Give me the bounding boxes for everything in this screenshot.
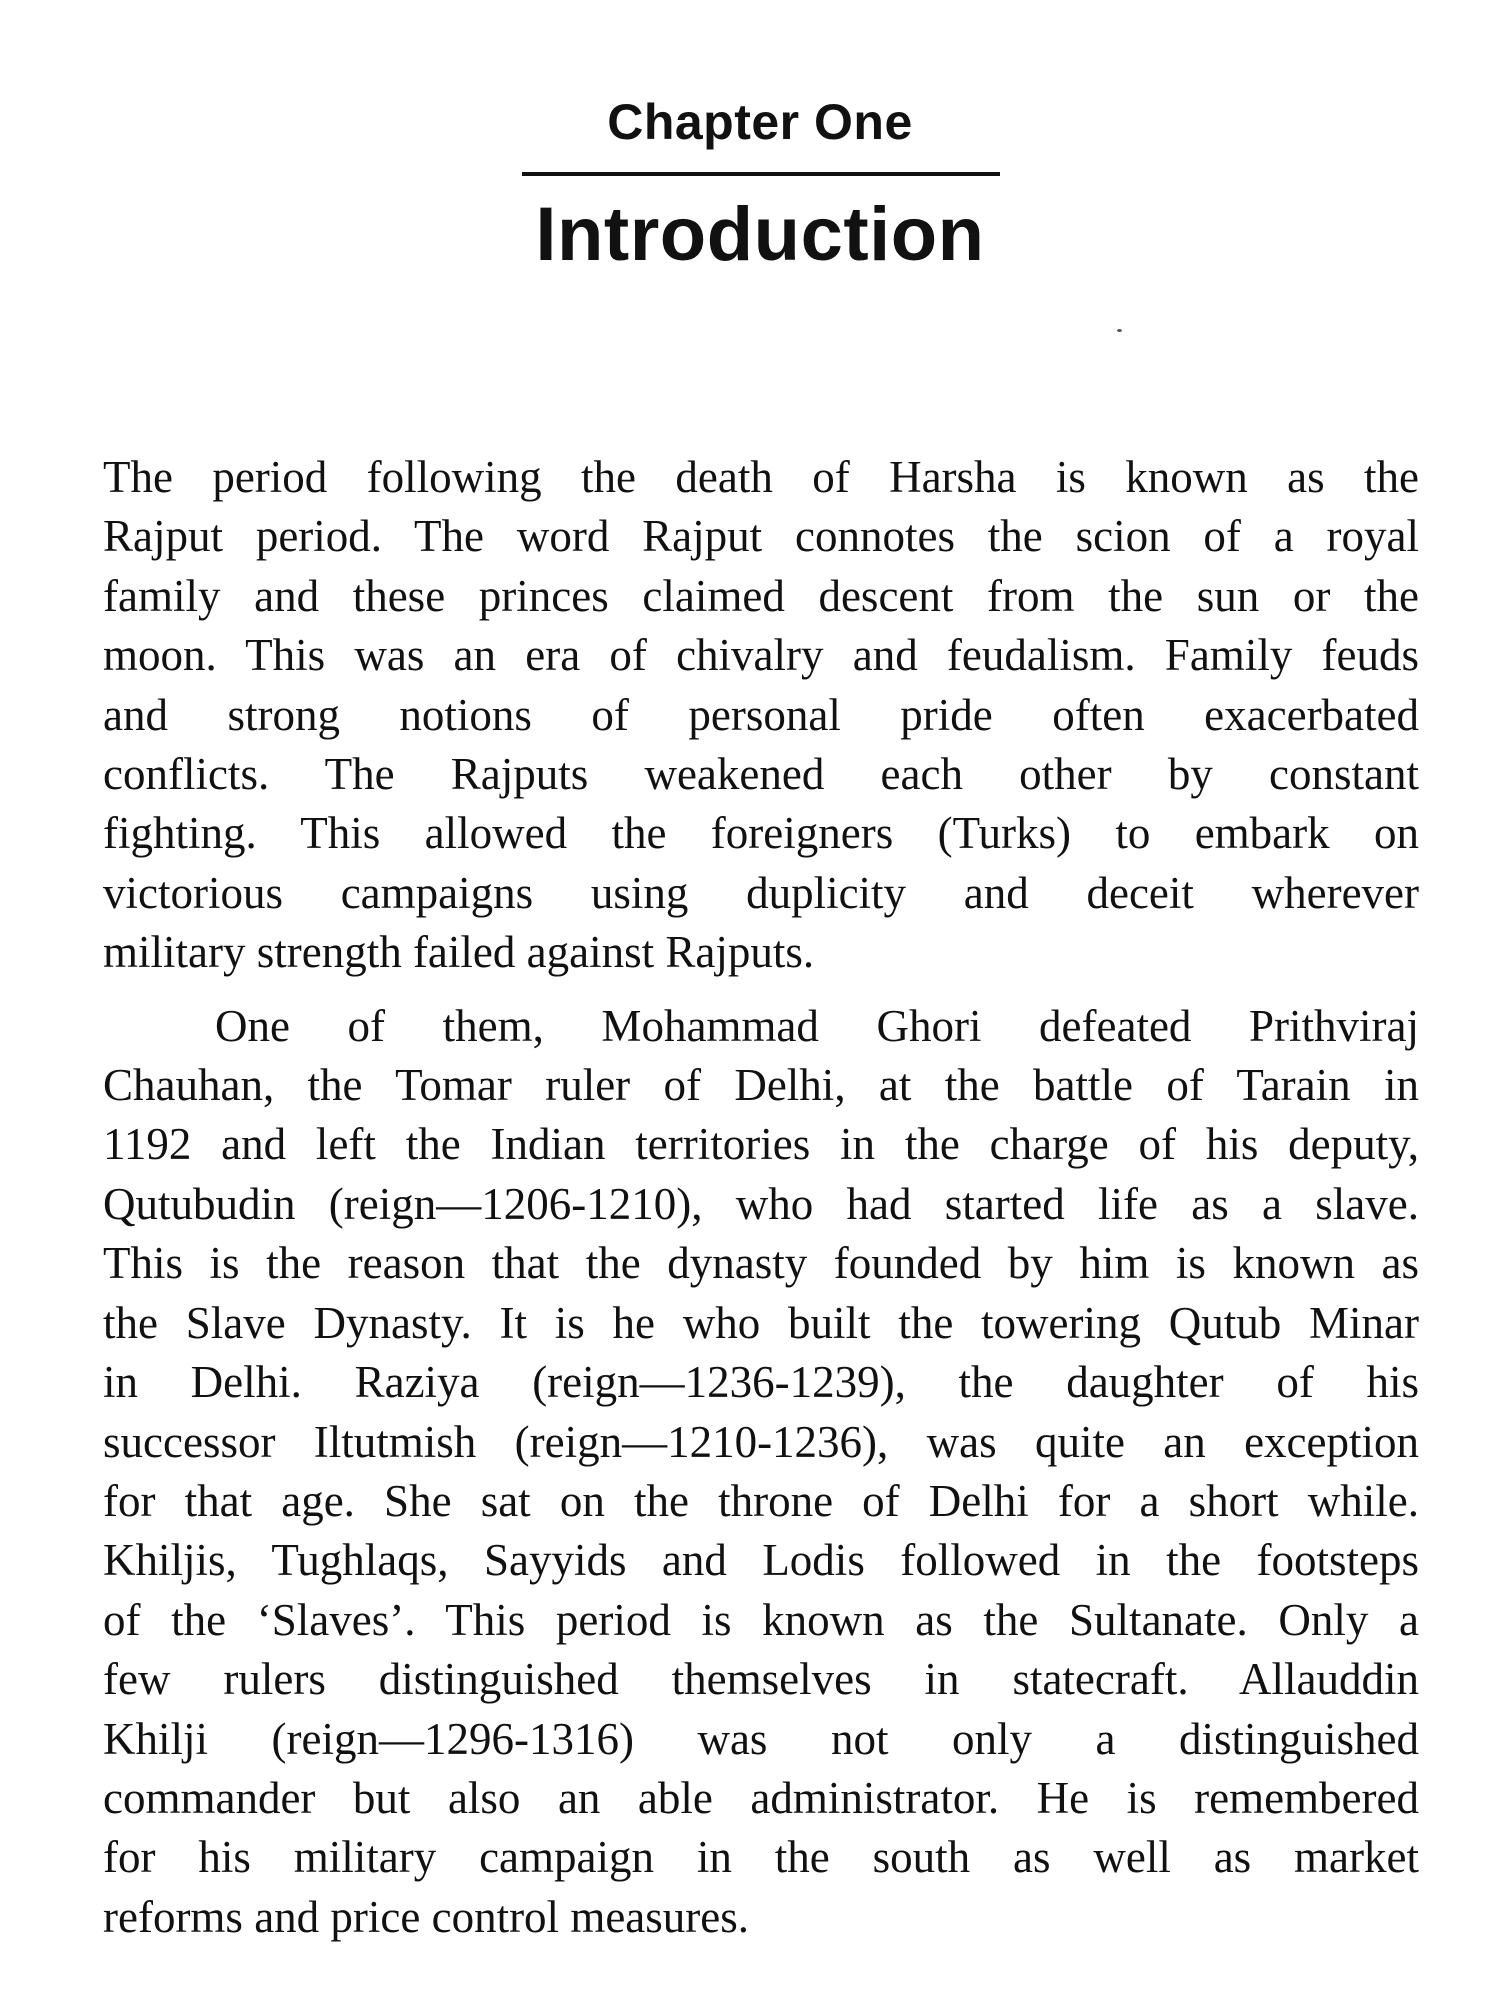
text-line: Rajput period. The word Rajput connotes the scion of a royal (103, 511, 1419, 562)
text-line: Khilji (reign—1296-1316) was not only a distinguished (103, 1713, 1419, 1764)
text-line: and strong notions of personal pride often exacerbated (103, 689, 1419, 740)
text-line: Khiljis, Tughlaqs, Sayyids and Lodis followed in the footsteps (103, 1535, 1419, 1586)
body-text (103, 448, 1419, 1947)
text-line: fighting. This allowed the foreigners (Turks) to embark on (103, 808, 1419, 859)
text-line: 1192 and left the Indian territories in the charge of his deputy, (103, 1119, 1419, 1170)
text-line: reforms and price control measures. (103, 1891, 749, 1942)
text-line: for his military campaign in the south as well as market (103, 1832, 1419, 1883)
text-line: victorious campaigns using duplicity and deceit wherever (103, 867, 1419, 918)
text-line: in Delhi. Raziya (reign—1236-1239), the daughter of his (103, 1357, 1419, 1408)
scan-speck (1117, 329, 1122, 332)
text-line: commander but also an able administrator. He is remembered (103, 1772, 1419, 1823)
chapter-title: Introduction (535, 192, 985, 277)
text-line: successor Iltutmish (reign—1210-1236), was quite an exception (103, 1416, 1419, 1467)
text-line: family and these princes claimed descent from the sun or the (103, 570, 1419, 621)
text-line: This is the reason that the dynasty founded by him is known as (103, 1238, 1419, 1289)
paragraph-1 (103, 448, 1419, 983)
text-line: military strength failed against Rajputs. (103, 927, 815, 978)
text-line: few rulers distinguished themselves in statecraft. Allauddin (103, 1654, 1419, 1705)
text-line: for that age. She sat on the throne of Delhi for a short while. (103, 1475, 1419, 1526)
chapter-label: Chapter One (607, 94, 913, 150)
text-line: of the ‘Slaves’. This period is known as the Sultanate. Only a (103, 1594, 1419, 1645)
text-line: Qutubudin (reign—1206-1210), who had started life as a slave. (103, 1178, 1419, 1229)
text-line: One of them, Mohammad Ghori defeated Prithviraj (215, 1000, 1419, 1051)
text-line: the Slave Dynasty. It is he who built the towering Qutub Minar (103, 1297, 1419, 1348)
text-line: conflicts. The Rajputs weakened each other by constant (103, 749, 1419, 800)
text-line: Chauhan, the Tomar ruler of Delhi, at the battle of Tarain in (103, 1060, 1419, 1111)
text-line: moon. This was an era of chivalry and feudalism. Family feuds (103, 630, 1419, 681)
text-line: The period following the death of Harsha is known as the (103, 452, 1419, 502)
chapter-divider-rule (522, 172, 1000, 176)
paragraph-2 (103, 997, 1419, 1948)
